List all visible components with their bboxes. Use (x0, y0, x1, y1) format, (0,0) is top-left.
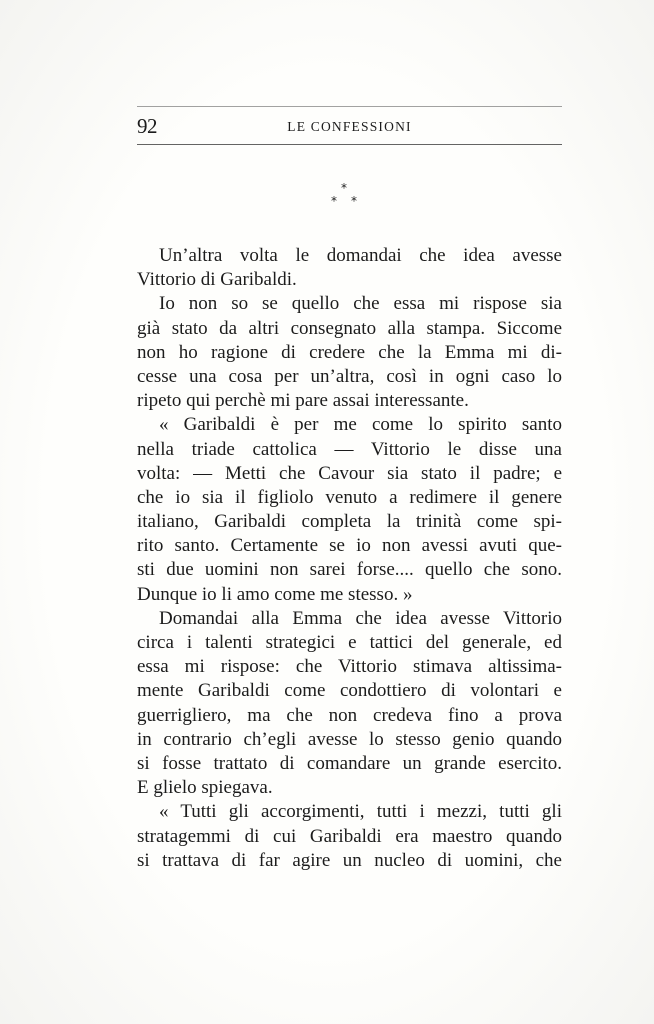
text-line: volta: — Metti che Cavour sia stato il padre; e (137, 462, 562, 484)
text-line: in contrario ch’egli avesse lo stesso genio quando (137, 728, 562, 750)
text-line: che io sia il figliolo venuto a redimere il genere (137, 486, 562, 508)
page-number: 92 (137, 114, 157, 138)
text-line: essa mi rispose: che Vittorio stimava altissima- (137, 656, 562, 678)
text-line: Vittorio di Garibaldi. (137, 269, 297, 291)
text-line: sti due uomini non sarei forse.... quello che sono. (137, 559, 562, 581)
header-bottom-rule (137, 144, 562, 145)
text-line: non ho ragione di credere che la Emma mi di- (137, 341, 562, 363)
text-line: circa i talenti strategici e tattici del generale, ed (137, 632, 562, 653)
text-line: si fosse trattato di comandare un grande esercito. (137, 752, 562, 774)
text-line: già stato da altri consegnato alla stampa. Siccome (137, 317, 562, 339)
page-header (137, 100, 562, 148)
section-asterism (317, 182, 377, 216)
text-line: italiano, Garibaldi completa la trinità come spi- (137, 511, 562, 533)
text-line: stratagemmi di cui Garibaldi era maestro quando (137, 825, 562, 847)
asterism-star: * (341, 181, 347, 195)
text-line: « Garibaldi è per me come lo spirito santo (159, 414, 562, 436)
header-top-rule (137, 106, 562, 107)
text-line: E glielo spiegava. (137, 777, 273, 799)
asterism-star: * (331, 194, 337, 208)
text-line: guerrigliero, ma che non credeva fino a prova (137, 704, 562, 726)
text-line: si trattava di far agire un nucleo di uomini, che (137, 849, 562, 871)
text-line: Dunque io li amo come me stesso. » (137, 583, 413, 605)
text-line: Io non so se quello che essa mi rispose sia (159, 293, 562, 315)
text-line: rito santo. Certamente se io non avessi avuti que- (137, 535, 562, 557)
asterism-star: * (351, 194, 357, 208)
text-line: Un’altra volta le domandai che idea avesse (159, 245, 562, 266)
text-line: cesse una cosa per un’altra, così in ogni caso lo (137, 365, 562, 387)
running-title: LE CONFESSIONI (287, 119, 412, 134)
text-line: nella triade cattolica — Vittorio le disse una (137, 438, 562, 460)
body-text (137, 244, 562, 873)
text-line: mente Garibaldi come condottiero di volontari e (137, 680, 562, 702)
text-line: « Tutti gli accorgimenti, tutti i mezzi, tutti gli (159, 801, 562, 823)
text-line: ripeto qui perchè mi pare assai interessante. (137, 390, 469, 412)
text-line: Domandai alla Emma che idea avesse Vittorio (159, 607, 562, 629)
